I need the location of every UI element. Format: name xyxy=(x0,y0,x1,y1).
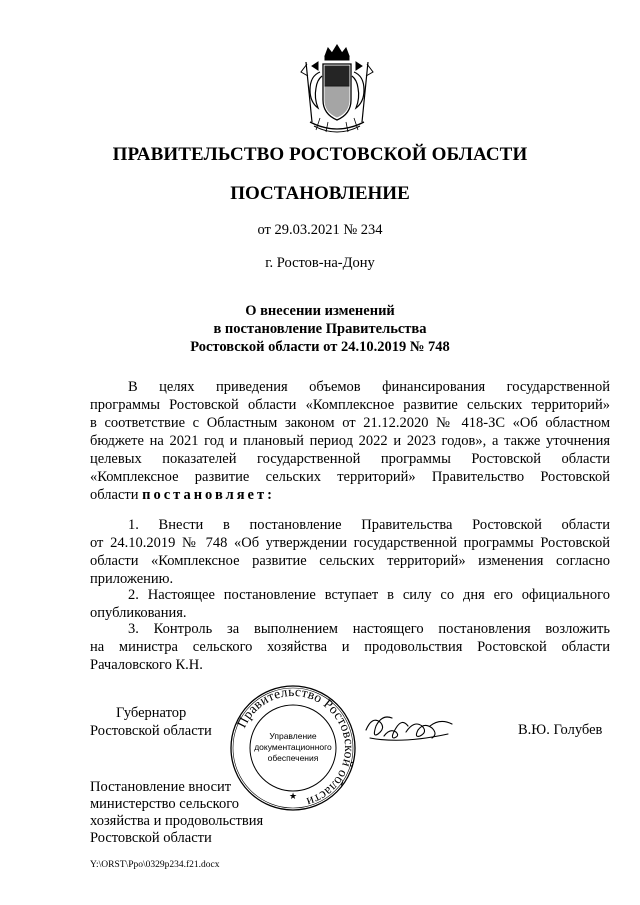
last-line-prefix: области xyxy=(90,487,139,503)
subject-line: О внесении изменений xyxy=(245,303,395,319)
stamp-center-line: документационного xyxy=(254,742,332,752)
svg-text:★: ★ xyxy=(288,792,298,802)
introducer-line: Ростовской области xyxy=(90,830,212,846)
paragraph-line: Рачаловского К.Н. xyxy=(90,657,203,673)
preamble-paragraph xyxy=(90,378,610,504)
city-line: г. Ростов-на-Дону xyxy=(265,255,375,271)
date-number-line: от 29.03.2021 № 234 xyxy=(257,222,383,238)
subject-line: Ростовской области от 24.10.2019 № 748 xyxy=(190,339,450,355)
introducer-line: Постановление вносит xyxy=(90,779,232,795)
paragraph-line: 2. Настоящее постановление вступает в силу со дня его официального xyxy=(128,587,610,603)
subject-line: в постановление Правительства xyxy=(213,321,427,337)
paragraph-line: опубликования. xyxy=(90,605,187,621)
paragraph-line: В целях приведения объемов финансирования государственной xyxy=(128,379,610,395)
government-title: ПРАВИТЕЛЬСТВО РОСТОВСКОЙ ОБЛАСТИ xyxy=(112,144,528,165)
item-paragraph-1 xyxy=(90,516,610,588)
decree-word: постановляет: xyxy=(142,487,275,503)
paragraph-line: приложению. xyxy=(90,571,174,587)
coat-of-arms-emblem xyxy=(298,42,376,138)
file-path-footer: Y:\ORST\Ppo\0329p234.f21.docx xyxy=(90,860,220,870)
stamp-center-line: Управление xyxy=(269,731,317,741)
paragraph-line: целевых показателей государственной программы Ростовской области xyxy=(90,451,610,467)
paragraph-line: в соответствие с Областным законом от 21.12.2020 № 418-ЗС «Об областном xyxy=(90,415,610,431)
position-line: Ростовской области xyxy=(90,723,212,739)
document-type-heading: ПОСТАНОВЛЕНИЕ xyxy=(230,183,410,204)
introducer-line: хозяйства и продовольствия xyxy=(90,813,264,829)
paragraph-line: «Комплексное развитие сельских территорий» Правительство Ростовской xyxy=(90,469,610,485)
paragraph-line: 1. Внести в постановление Правительства Ростовской области xyxy=(128,517,610,533)
stamp-center-line: обеспечения xyxy=(267,753,319,763)
paragraph-line: на министра сельского хозяйства и продовольствия Ростовской области xyxy=(90,639,610,655)
signatory-name: В.Ю. Голубев xyxy=(518,722,603,738)
item-paragraph-2 xyxy=(90,586,610,622)
paragraph-line: области «Комплексное развитие сельских территорий» изменения согласно xyxy=(90,553,610,569)
paragraph-line: 3. Контроль за выполнением настоящего постановления возложить xyxy=(128,621,610,637)
introducer-line: министерство сельского xyxy=(90,796,240,812)
document-subject xyxy=(0,302,640,356)
introducer-block xyxy=(90,779,263,847)
paragraph-line: от 24.10.2019 № 748 «Об утверждении государственной программы Ростовской xyxy=(90,535,610,551)
paragraph-line xyxy=(90,486,610,504)
handwritten-signature xyxy=(362,708,456,748)
paragraph-line: бюджете на 2021 год и плановый период 2022 и 2023 годов», а также уточнения xyxy=(90,433,610,449)
signatory-position xyxy=(90,704,212,740)
paragraph-line: программы Ростовской области «Комплексное развитие сельских территорий» xyxy=(90,397,610,413)
item-paragraph-3 xyxy=(90,620,610,674)
position-line: Губернатор xyxy=(116,705,187,721)
stamp-ring-text: Правительство Ростовской области xyxy=(233,683,358,811)
